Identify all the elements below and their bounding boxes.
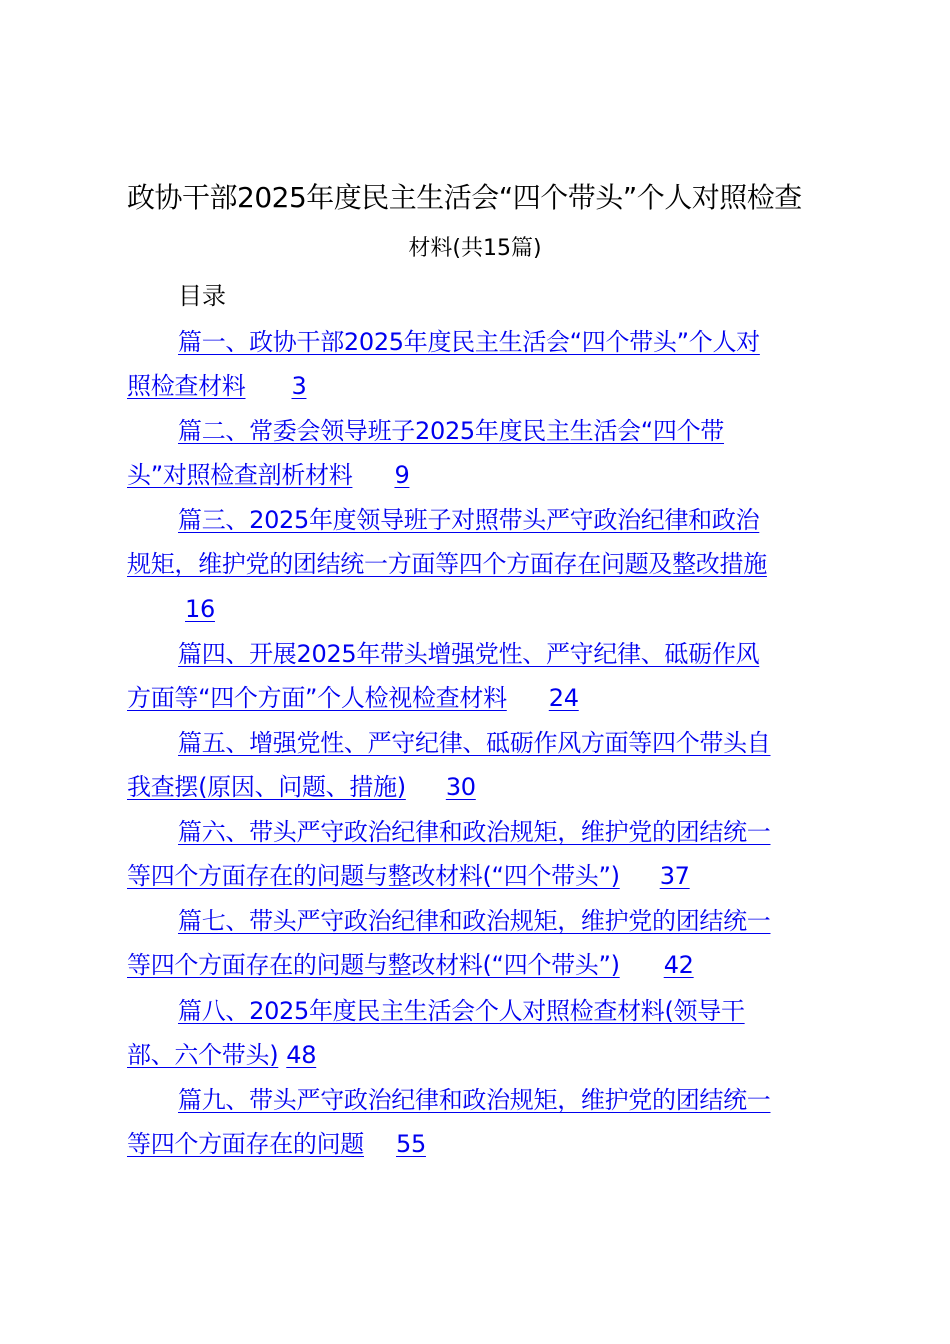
toc-entry-2-page: 9 (394, 461, 410, 489)
toc-entry-8-page: 48 (286, 1041, 317, 1069)
toc-entry-8-line2[interactable] (127, 1038, 316, 1072)
toc-entry-8-line1[interactable]: 篇八、2025年度民主生活会个人对照检查材料(领导干 (178, 997, 745, 1025)
toc-entry-6-page: 37 (659, 862, 690, 890)
toc-entry-2-text: 头”对照检查剖析材料 (127, 461, 353, 489)
toc-entry-2-line2[interactable] (127, 458, 409, 492)
toc-entry-1-text: 照检查材料 (127, 372, 246, 400)
toc-entry-4-line2[interactable] (127, 681, 579, 715)
toc-entry-5-page: 30 (445, 773, 476, 801)
toc-entry-7-page: 42 (663, 951, 694, 979)
toc-entry-7-line1[interactable]: 篇七、带头严守政治纪律和政治规矩，维护党的团结统一 (178, 907, 771, 935)
toc-heading: 目录 (178, 282, 226, 310)
toc-entry-9-page: 55 (396, 1130, 426, 1158)
toc-entry-5-line2[interactable] (127, 770, 476, 804)
toc-entry-1-page: 3 (291, 372, 307, 400)
toc-entry-3-line3[interactable] (127, 592, 215, 626)
toc-entry-6-line1[interactable]: 篇六、带头严守政治纪律和政治规矩，维护党的团结统一 (178, 818, 771, 846)
toc-entry-1-line1[interactable]: 篇一、政协干部2025年度民主生活会“四个带头”个人对 (178, 328, 760, 356)
toc-entry-5-line1[interactable]: 篇五、增强党性、严守纪律、砥砺作风方面等四个带头自 (178, 729, 771, 757)
toc-entry-6-line2[interactable] (127, 859, 690, 893)
toc-entry-4-line1[interactable]: 篇四、开展2025年带头增强党性、严守纪律、砥砺作风 (178, 640, 760, 668)
toc-entry-7-line2[interactable] (127, 948, 694, 982)
toc-entry-4-page: 24 (548, 684, 579, 712)
toc-entry-6-text: 等四个方面存在的问题与整改材料(“四个带头”) (127, 862, 620, 890)
toc-entry-9-text: 等四个方面存在的问题 (127, 1130, 364, 1158)
toc-entry-3-line2[interactable]: 规矩，维护党的团结统一方面等四个方面存在问题及整改措施 (127, 550, 767, 578)
toc-entry-4-text: 方面等“四个方面”个人检视检查材料 (127, 684, 507, 712)
document-subtitle: 材料(共15篇) (408, 236, 542, 261)
toc-entry-8-text: 部、六个带头) (127, 1041, 279, 1069)
toc-entry-1-line2[interactable] (127, 369, 306, 403)
document-title: 政协干部2025年度民主生活会“四个带头”个人对照检查 (127, 181, 802, 214)
toc-entry-9-line1[interactable]: 篇九、带头严守政治纪律和政治规矩，维护党的团结统一 (178, 1086, 771, 1114)
toc-entry-3-line1[interactable]: 篇三、2025年度领导班子对照带头严守政治纪律和政治 (178, 506, 760, 534)
toc-entry-3-page: 16 (185, 595, 215, 623)
toc-entry-9-line2[interactable] (127, 1127, 426, 1161)
toc-entry-5-text: 我查摆(原因、问题、措施) (127, 773, 406, 801)
toc-entry-2-line1[interactable]: 篇二、常委会领导班子2025年度民主生活会“四个带 (178, 417, 725, 445)
toc-entry-7-text: 等四个方面存在的问题与整改材料(“四个带头”) (127, 951, 620, 979)
